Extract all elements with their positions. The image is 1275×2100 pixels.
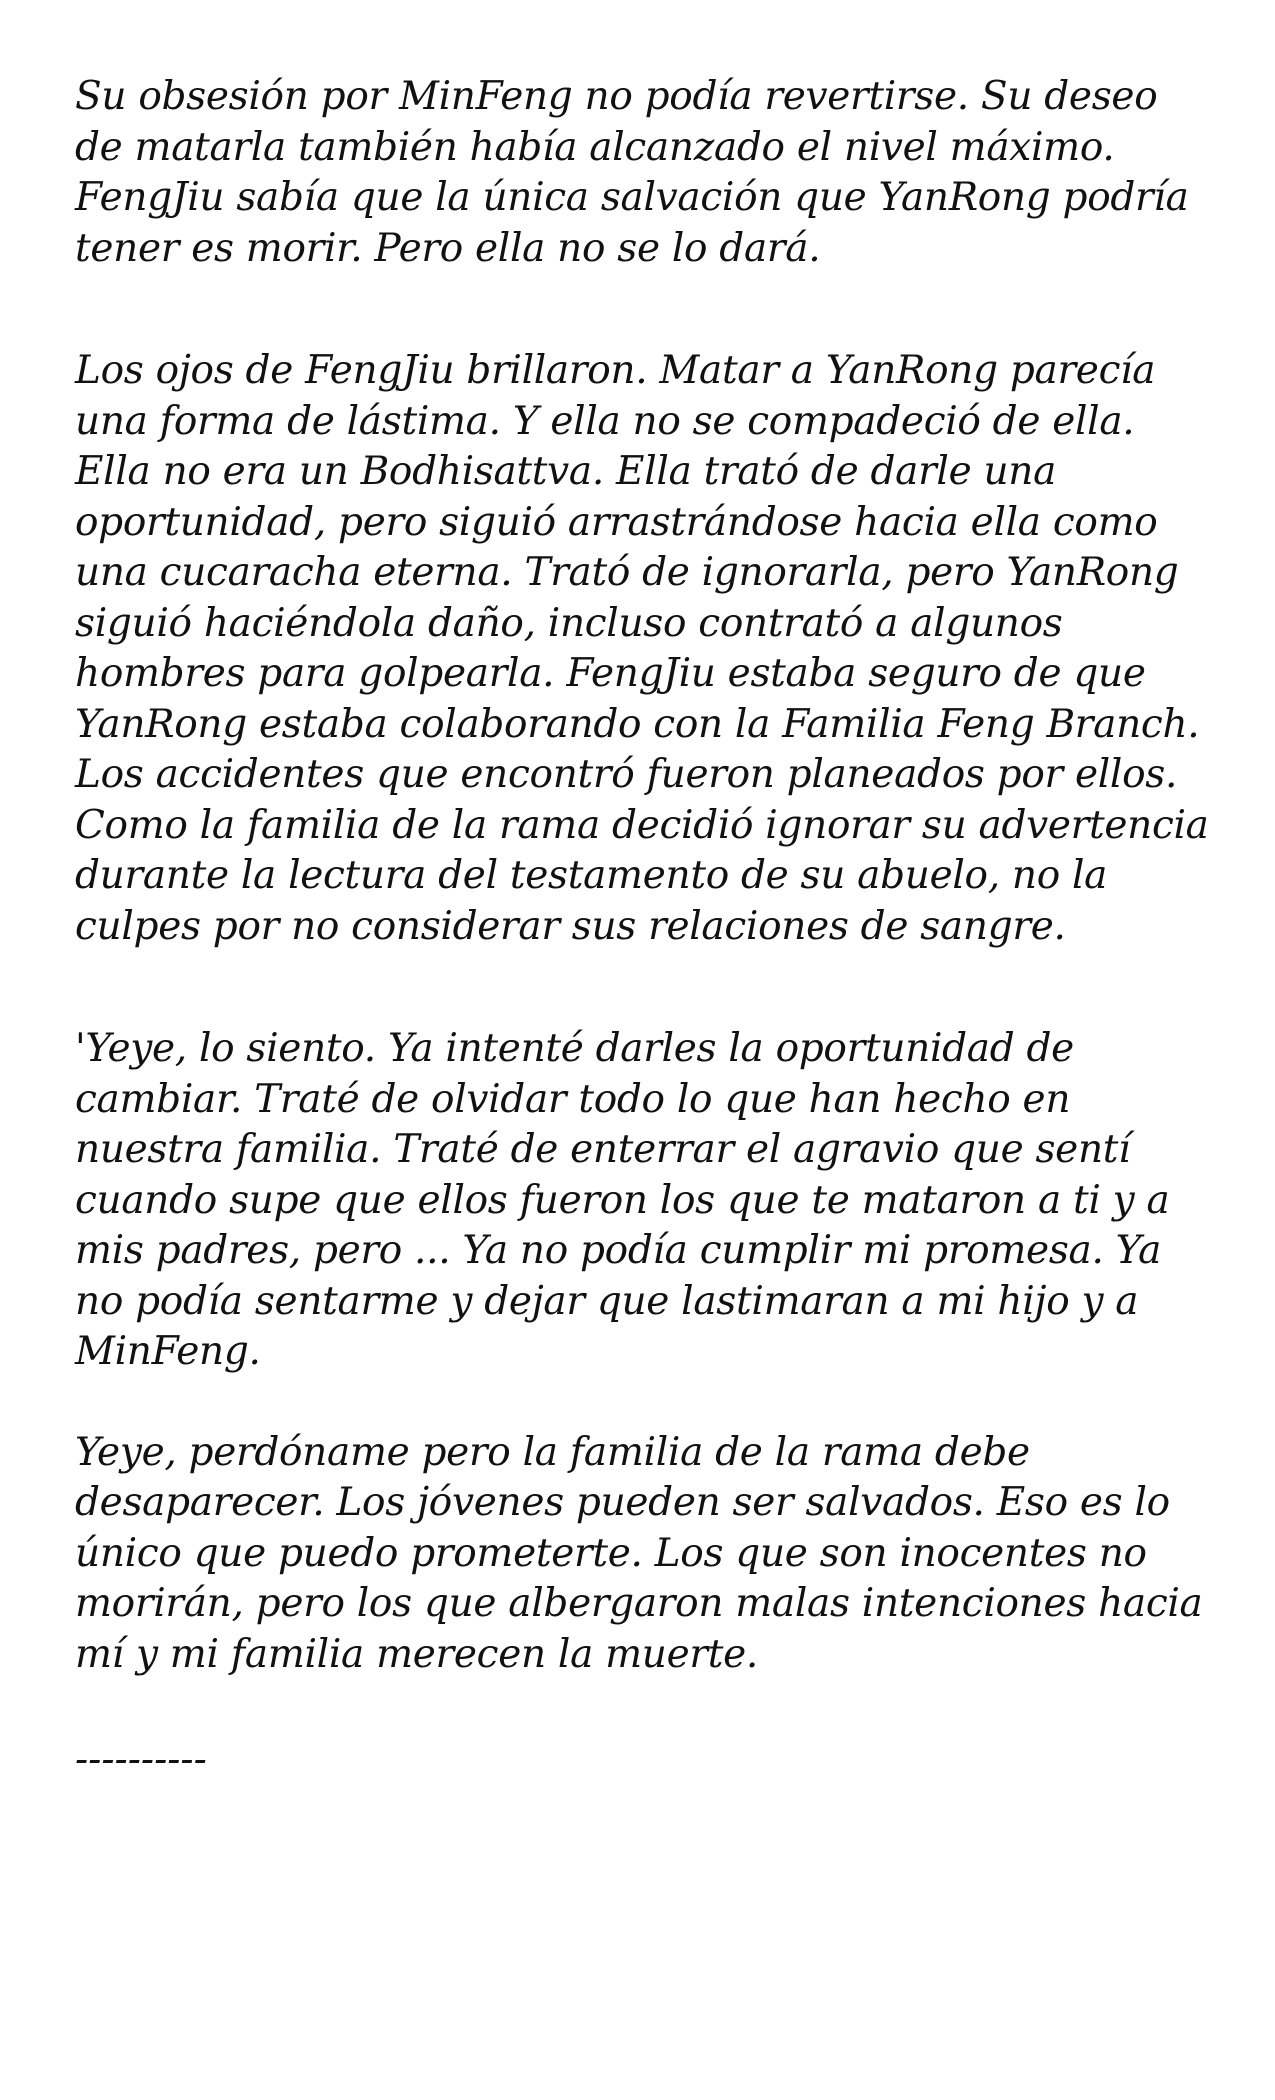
document-page (75, 72, 1215, 1786)
section-separator: ---------- (75, 1737, 207, 1782)
paragraph-3: 'Yeye, lo siento. Ya intenté darles la oportunidad de cambiar. Traté de olvidar todo lo que han hecho en nuestra familia. Traté de enterrar el agravio que sentí cuando supe que ellos fueron los que te mataron a ti y a mis padres, pero ... Ya no podía cumplir mi promesa. Ya no podía sentarme y dejar que lastimaran a mi hijo y a MinFeng. (75, 1026, 1170, 1374)
paragraph-4: Yeye, perdóname pero la familia de la rama debe desaparecer. Los jóvenes pueden ser salvados. Eso es lo único que puedo prometerte. Los que son inocentes no morirán, pero los que albergaron malas intenciones hacia mí y mi familia merecen la muerte. (75, 1429, 1203, 1677)
paragraph-gap (75, 1680, 1215, 1735)
paragraph-2: Los ojos de FengJiu brillaron. Matar a YanRong parecía una forma de lástima. Y ella no se compadeció de ella. Ella no era un Bodhisattva. Ella trató de darle una oportunidad, pero siguió arrastrándose hacia ella como una cucaracha eterna. Trató de ignorarla, pero YanRong siguió haciéndola daño, incluso contrató a algunos hombres para golpearla. FengJiu estaba seguro de que YanRong estaba colaborando con la Familia Feng Branch. Los accidentes que encontró fueron planeados por ellos. Como la familia de la rama decidió ignorar su advertencia durante la lectura del testamento de su abuelo, no la culpes por no considerar sus relaciones de sangre. (75, 348, 1209, 949)
paragraph-gap (75, 952, 1215, 1024)
paragraph-gap (75, 1378, 1215, 1428)
paragraph-1: Su obsesión por MinFeng no podía revertirse. Su deseo de matarla también había alcanzado el nivel máximo. FengJiu sabía que la única salvación que YanRong podría tener es morir. Pero ella no se lo dará. (75, 74, 1189, 271)
paragraph-gap (75, 274, 1215, 346)
